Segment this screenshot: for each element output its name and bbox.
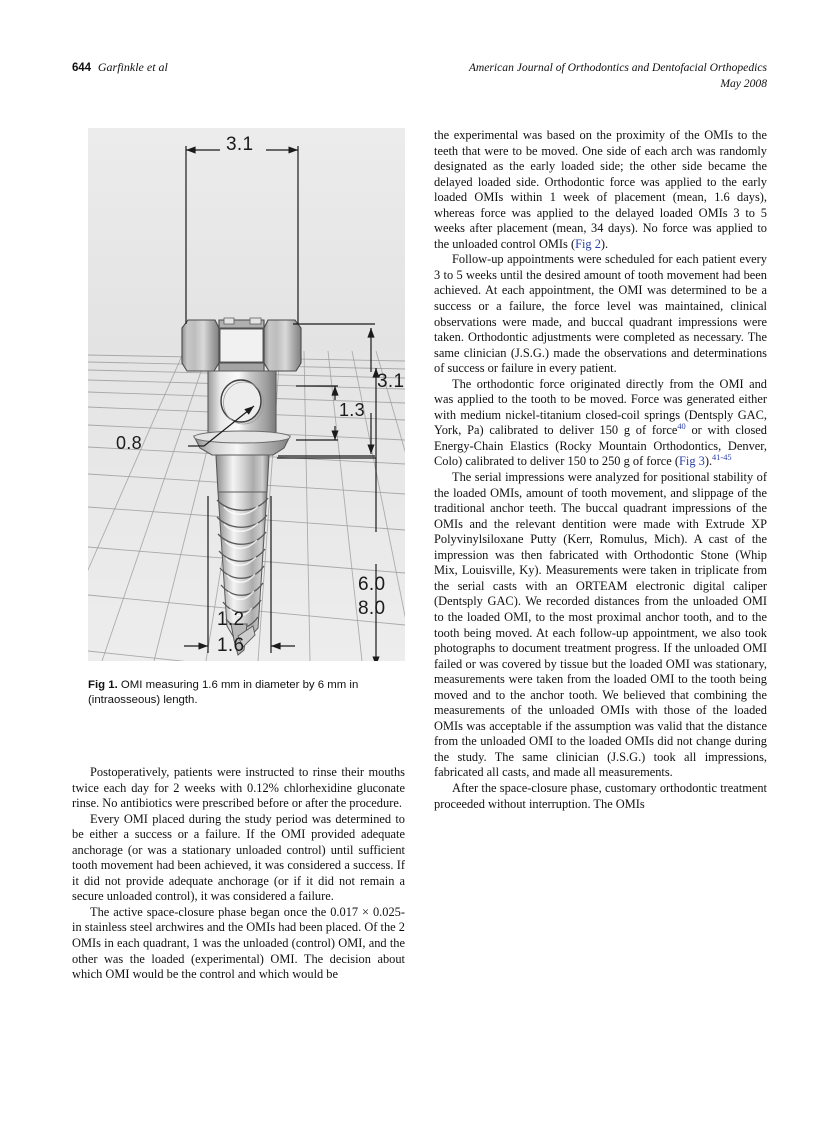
dimension-hole-offset: 1.3	[339, 400, 365, 420]
dimension-outer-diameter: 1.6	[217, 635, 245, 656]
running-head-authors: Garfinkle et al	[97, 60, 168, 74]
left-column-text	[72, 765, 405, 983]
figure-3-link[interactable]: Fig 3	[678, 454, 705, 469]
dimension-head-height: 3.1	[377, 371, 405, 392]
dimension-total-length: 8.0	[358, 598, 386, 619]
paragraph-text: The orthodontic force originated directly from the OMI and was applied to the tooth to be moved. Force was generated either with medium nickel-titanium closed-coil springs (Dentsply GAC, York, Pa) calibrated to deliver 150 g of force	[434, 376, 767, 438]
dimension-thread-length: 6.0	[358, 574, 386, 595]
dimension-hole-diameter: 0.8	[116, 433, 142, 453]
issue-date: May 2008	[720, 76, 767, 90]
journal-title: American Journal of Orthodontics and Dentofacial Orthopedics	[468, 61, 767, 74]
running-head-left	[72, 60, 168, 76]
paragraph: Postoperatively, patients were instructed to rinse their mouths twice each day for 2 weeks with 0.12% chlorhexidine gluconate rinse. No antibiotics were prescribed before or after the procedure.	[72, 765, 405, 811]
figure-dimension-annotations	[88, 128, 405, 661]
reference-link-40[interactable]: 40	[677, 422, 686, 432]
page-number: 644	[72, 62, 91, 74]
paragraph: The active space-closure phase began once the 0.017 × 0.025-in stainless steel archwires and the OMIs had been placed. Of the 2 OMIs in each quadrant, 1 was the unloaded (control) OMI, and the other was the loaded (experimental) OMI. The decision about which OMI would be the control and which would be	[72, 904, 405, 982]
dimension-core-diameter: 1.2	[217, 609, 245, 630]
figure-1-caption-text: OMI measuring 1.6 mm in diameter by 6 mm in (intraosseous) length.	[88, 679, 359, 706]
running-head-right	[469, 60, 767, 91]
figure-1-caption	[88, 678, 418, 708]
paragraph: Follow-up appointments were scheduled for each patient every 3 to 5 weeks until the desired amount of tooth movement had been achieved. At each appointment, the OMI was determined to be a success or a failure, the force level was maintained, clinical observations were made, and buccal quadrant impressions were taken. Orthodontic adjustments were completed as necessary. The same clinician (J.S.G.) made the observations and determinations of success or failure in every patient.	[434, 252, 767, 376]
dimension-head-width: 3.1	[226, 134, 254, 155]
running-head	[72, 60, 767, 104]
right-column-text	[434, 128, 767, 812]
paragraph-text-mid: or with closed Energy-Chain Elastics (Rocky Mountain Orthodontics, Denver, Colo) calibrated to deliver 150 to 250 g of force (	[434, 423, 767, 469]
reference-link-41-45[interactable]: 41-45	[712, 453, 732, 463]
paragraph	[434, 128, 767, 252]
paragraph-text-tail: ).	[600, 236, 609, 251]
figure-1	[88, 128, 405, 706]
figure-1-image	[88, 128, 405, 661]
paragraph: Every OMI placed during the study period was determined to be either a success or a failure. If the OMI provided adequate anchorage (or was a stationary unloaded control) until sufficient tooth movement had been achieved, it was considered a success. If it did not provide adequate anchorage (or if it did not remain a secure unloaded control), it was considered a failure.	[72, 811, 405, 904]
figure-1-caption-label: Fig 1.	[88, 679, 118, 691]
paragraph: The serial impressions were analyzed for positional stability of the loaded OMIs, amount of tooth movement, and slippage of the traditional anchor teeth. The buccal quadrant impressions of the OMIs and the relevant dentition were made with Extrude XP Polyvinylsiloxane Putty (Kerr, Romulus, Mich). A cast of the impression was then fabricated with Orthodontic Stone (Whip Mix, Louisville, Ky). Measurements were taken in triplicate from the serial casts with an ORTEAM electronic digital caliper (Dentsply GAC). We recorded distances from the unloaded OMI to the loaded OMI, to the most proximal anchor tooth, and to the tooth being moved. At each follow-up appointment, we also took photographs to document treatment progress. If the unloaded OMI failed or was covered by tissue but the loaded OMI was stationary, measurements were taken from the loaded OMI to the tooth being moved and to the anchor tooth. We believed that combining the measurements of the unloaded OMIs with those of the loaded OMIs was acceptable if the assumption was valid that the distance from the unloaded OMI to the loaded OMIs did not change during the study. The same clinician (J.S.G.) took all impressions, fabricated all casts, and made all measurements.	[434, 470, 767, 780]
paragraph-text: the experimental was based on the proximity of the OMIs to the teeth that were to be moved. One side of each arch was randomly designated as the early loaded side; the other side became the delayed loaded side. Orthodontic force was applied to the early loaded OMIs within 1 week of placement (mean, 1.6 days), whereas force was applied to the delayed loaded OMIs 3 to 5 weeks after placement (mean, 34 days). No force was applied to the unloaded control OMIs (	[434, 128, 767, 251]
figure-2-link[interactable]: Fig 2	[575, 236, 601, 251]
paragraph	[434, 377, 767, 470]
paragraph-text-tail: ).	[704, 454, 713, 469]
paragraph: After the space-closure phase, customary orthodontic treatment proceeded without interruption. The OMIs	[434, 780, 767, 811]
